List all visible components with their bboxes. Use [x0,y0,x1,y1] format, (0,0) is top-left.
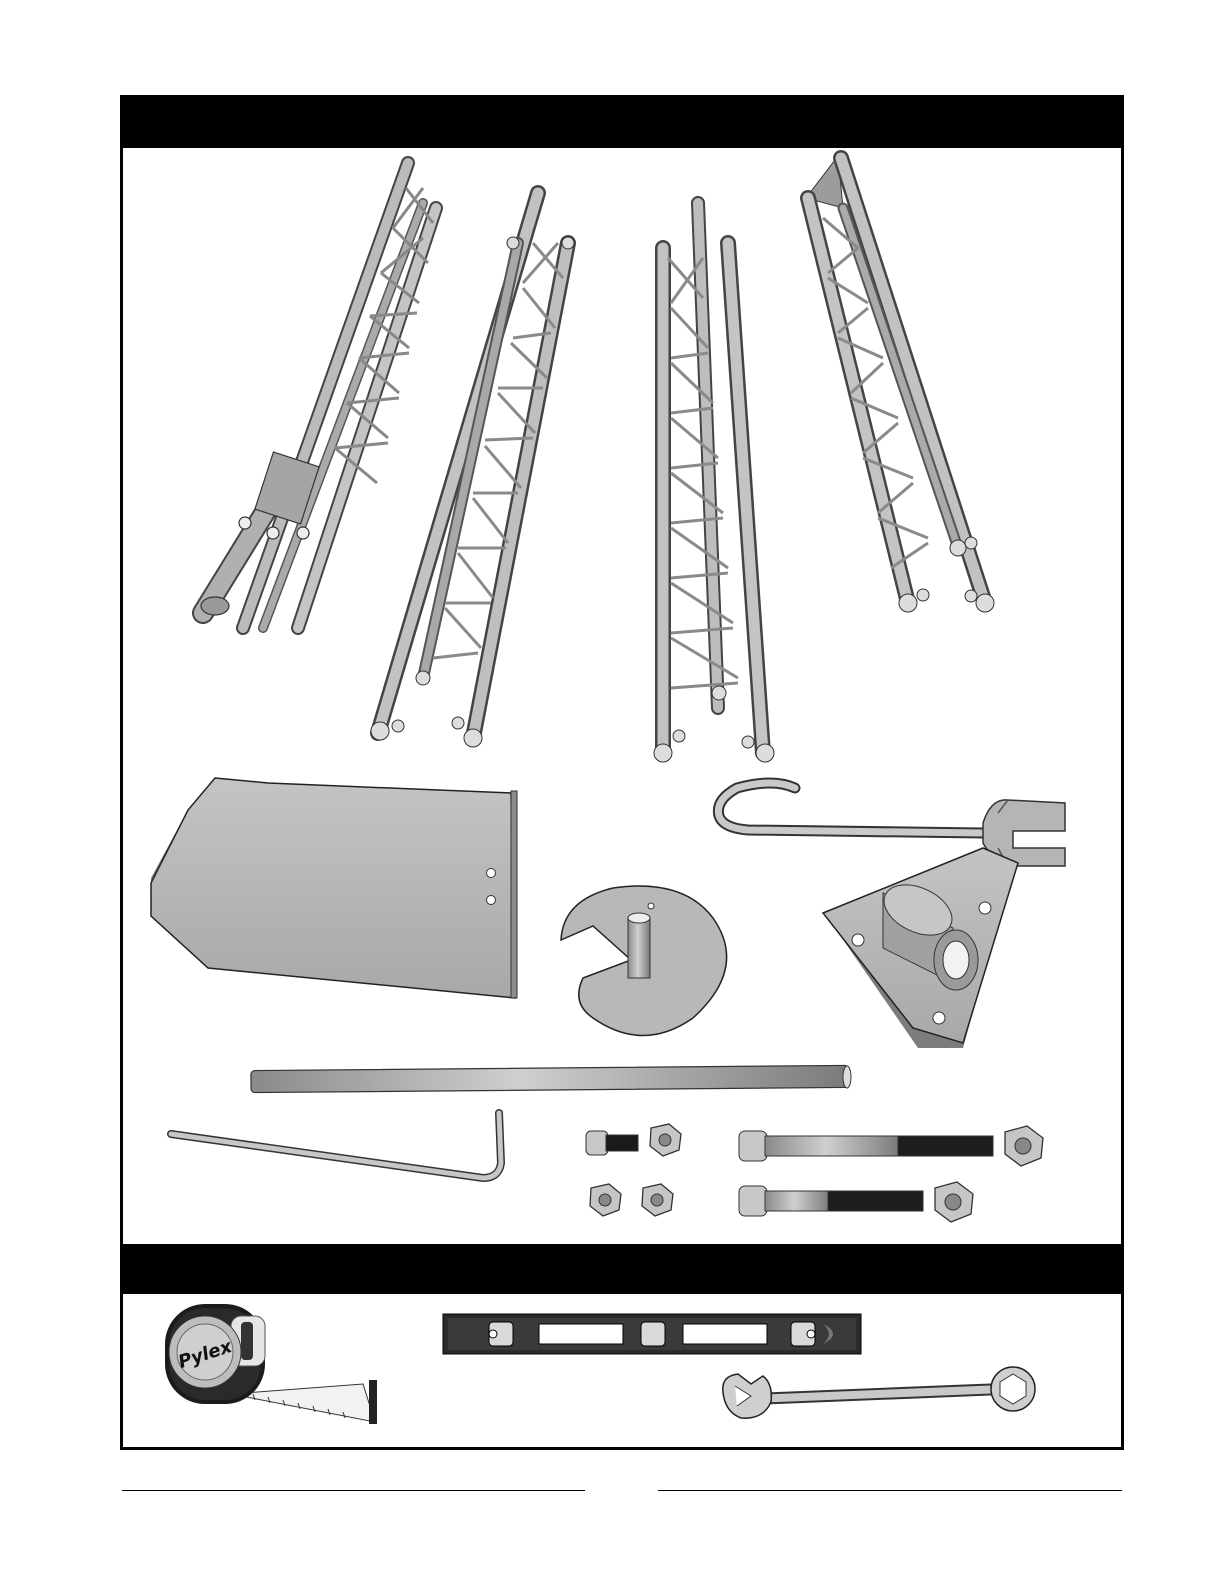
footer-rule-right [658,1490,1122,1491]
hex-nut-icon [642,1184,673,1216]
tower-section-top-icon [806,156,994,612]
pipe-mast-icon [251,1065,851,1092]
tape-measure-icon [165,1304,377,1424]
combination-wrench-icon [723,1367,1035,1418]
wind-vane-plate-icon [151,778,517,998]
parts-illustration [123,148,1121,1244]
tape-measure-brand: Pylex [175,1336,235,1373]
parts-header-bar [123,98,1121,148]
tower-section-middle-icon [371,193,574,747]
mounting-bracket-icon [823,848,1018,1048]
hex-nut-icon [1005,1126,1043,1166]
short-bolt-icon [586,1131,638,1155]
j-hook-anchor-icon [718,783,1065,866]
hex-nut-icon [935,1182,973,1222]
tools-header-bar [123,1244,1121,1294]
tower-section-middle-icon [654,203,774,762]
long-bolt-icon [739,1131,993,1161]
footer-rule-left [122,1490,585,1491]
tools-illustration [123,1294,1121,1447]
parts-frame [120,95,1124,1450]
hex-nut-icon [650,1124,681,1156]
auger-anchor-icon [561,886,727,1036]
long-bolt-icon [739,1186,923,1216]
spirit-level-icon [443,1314,861,1354]
hex-key-icon [171,1113,501,1178]
tower-section-base-icon [201,163,436,628]
hex-nut-icon [590,1184,621,1216]
